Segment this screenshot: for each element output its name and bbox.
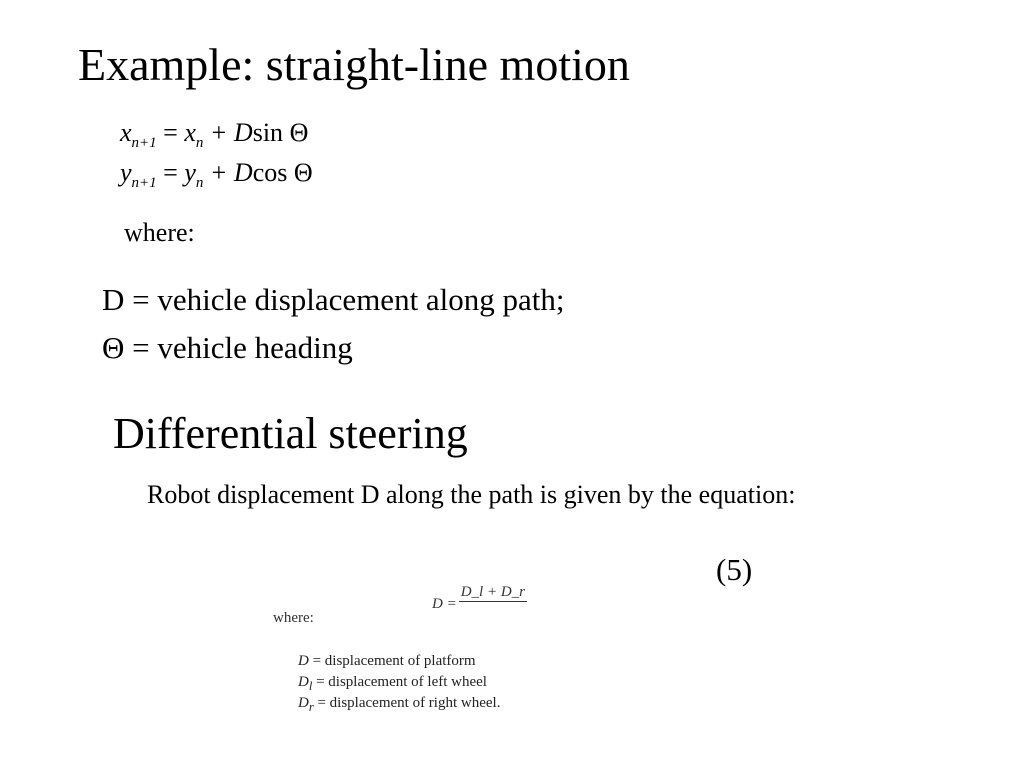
eq-x-func: sin [252,118,284,147]
legend-item [298,693,500,717]
section-heading: Differential steering [113,409,468,458]
eq-x-equals: = [163,118,178,147]
eq-y-rhs-sub: n [195,175,204,191]
legend-where: where: [273,610,314,626]
formula-numerator: D_l + D_r [460,584,526,600]
equation-y [120,158,313,198]
where-label: where: [124,218,195,247]
eq-y-equals: = [163,158,178,187]
equation-number: (5) [716,552,753,587]
legend-symbol: D [298,653,309,669]
formula-lhs: D = [432,596,457,608]
definition-displacement: D = vehicle displacement along path; [102,282,565,317]
legend-sub: r [308,700,314,714]
eq-x-rest: + D [209,118,253,147]
legend-text: = displacement of platform [308,653,476,669]
legend-item [298,651,476,671]
legend-symbol: D [298,695,309,711]
eq-x-lhs-var: x [120,118,132,147]
eq-x-rhs-sub: n [195,135,204,151]
eq-y-rhs-var: y [184,158,196,187]
eq-x-arg: Θ [289,118,309,147]
eq-y-lhs-sub: n+1 [131,175,157,191]
legend-symbol: D [298,674,309,690]
definition-heading: Θ = vehicle heading [102,330,353,365]
legend-text: = displacement of right wheel. [313,695,501,711]
eq-x-rhs-var: x [184,118,196,147]
eq-x-lhs-sub: n+1 [131,135,157,151]
fraction-formula [432,584,527,608]
equation-x [120,118,308,158]
eq-y-lhs-var: y [120,158,132,187]
eq-y-rest: + D [209,158,253,187]
eq-y-func: cos [252,158,288,187]
legend-text: = displacement of left wheel [312,674,487,690]
legend-sub: l [308,679,313,693]
slide-title: Example: straight-line motion [78,39,630,90]
paragraph: Robot displacement D along the path is given by the equation: [147,480,796,509]
eq-y-arg: Θ [293,158,313,187]
